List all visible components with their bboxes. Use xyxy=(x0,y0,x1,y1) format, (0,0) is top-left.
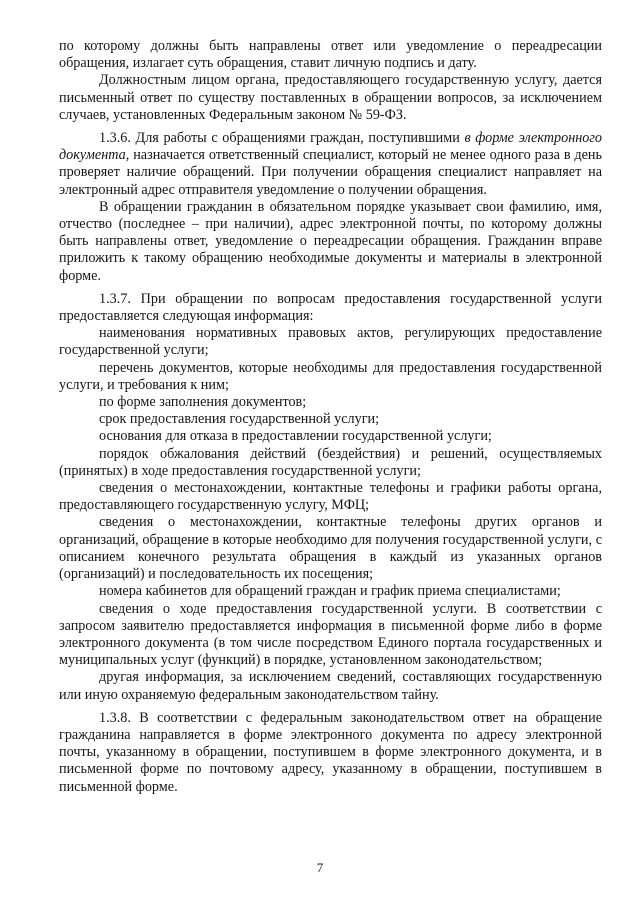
list-item: основания для отказа в предоставлении государственной услуги; xyxy=(99,428,492,445)
list-item: срок предоставления государственной услуги; xyxy=(99,411,380,428)
paragraph-text: , назначается ответственный специалист, который не менее одного раза в день проверяет наличие обращений. При получении обращения специалист направляет на электронный адрес отправителя уведомление о получении обращения. xyxy=(59,147,602,198)
list-item: по форме заполнения документов; xyxy=(99,394,307,411)
page-number: 7 xyxy=(316,860,324,875)
list-item: другая информация, за исключением сведений, составляющих государственную или иную охраняемую федеральным законодательством тайну. xyxy=(59,669,602,703)
list-item: номера кабинетов для обращений граждан и график приема специалистами; xyxy=(99,583,561,600)
document-body xyxy=(59,38,602,796)
list-item: сведения о местонахождении, контактные телефоны других органов и организаций, обращение в которые необходимо для получения государственной услуги, с описанием конечного результата обращения в каждый из указанных органов (организаций) и последовательность их посещения; xyxy=(59,514,602,583)
paragraph-1-3-8: 1.3.8. В соответствии с федеральным законодательством ответ на обращение гражданина направляется в форме электронного документа по адресу электронной почты, указанному в обращении, поступившем в форме электронного документа, и в письменной форме по почтовому адресу, указанному в обращении, поступившем в письменной форме. xyxy=(59,709,602,795)
paragraph: Должностным лицом органа, предоставляющего государственную услугу, дается письменный ответ по существу поставленных в обращении вопросов, за исключением случаев, установленных Федеральным законом № 59-ФЗ. xyxy=(59,72,602,123)
paragraph: В обращении гражданин в обязательном порядке указывает свои фамилию, имя, отчество (последнее – при наличии), адрес электронной почты, по которому должны быть направлены ответ, уведомление о переадресации обращения. Гражданин вправе приложить к такому обращению необходимые документы и материалы в электронной форме. xyxy=(59,198,602,284)
paragraph-1-3-7: 1.3.7. При обращении по вопросам предоставления государственной услуги предоставляется следующая информация: xyxy=(59,290,602,325)
list-item: сведения о местонахождении, контактные телефоны и графики работы органа, предоставляющего государственную услугу, МФЦ; xyxy=(59,480,602,514)
list-item: наименования нормативных правовых актов, регулирующих предоставление государственной услуги; xyxy=(59,325,602,359)
paragraph-text: 1.3.6. Для работы с обращениями граждан, поступившими xyxy=(99,130,465,147)
emphasis-text: в форме электронного документа xyxy=(59,130,603,164)
paragraph: по которому должны быть направлены ответ или уведомление о переадресации обращения, излагает суть обращения, ставит личную подпись и дату. xyxy=(59,38,602,72)
list-item: порядок обжалования действий (бездействия) и решений, осуществляемых (принятых) в ходе предоставления государственной услуги; xyxy=(59,445,602,479)
paragraph-1-3-6 xyxy=(59,130,602,199)
list-item: сведения о ходе предоставления государственной услуги. В соответствии с запросом заявителю предоставляется информация в письменной форме либо в форме электронного документа (в том числе посредством Единого портала государственных и муниципальных услуг (функций) в порядке, установленном законодательством; xyxy=(59,600,602,669)
list-item: перечень документов, которые необходимы для предоставления государственной услуги, и требования к ним; xyxy=(59,359,602,393)
